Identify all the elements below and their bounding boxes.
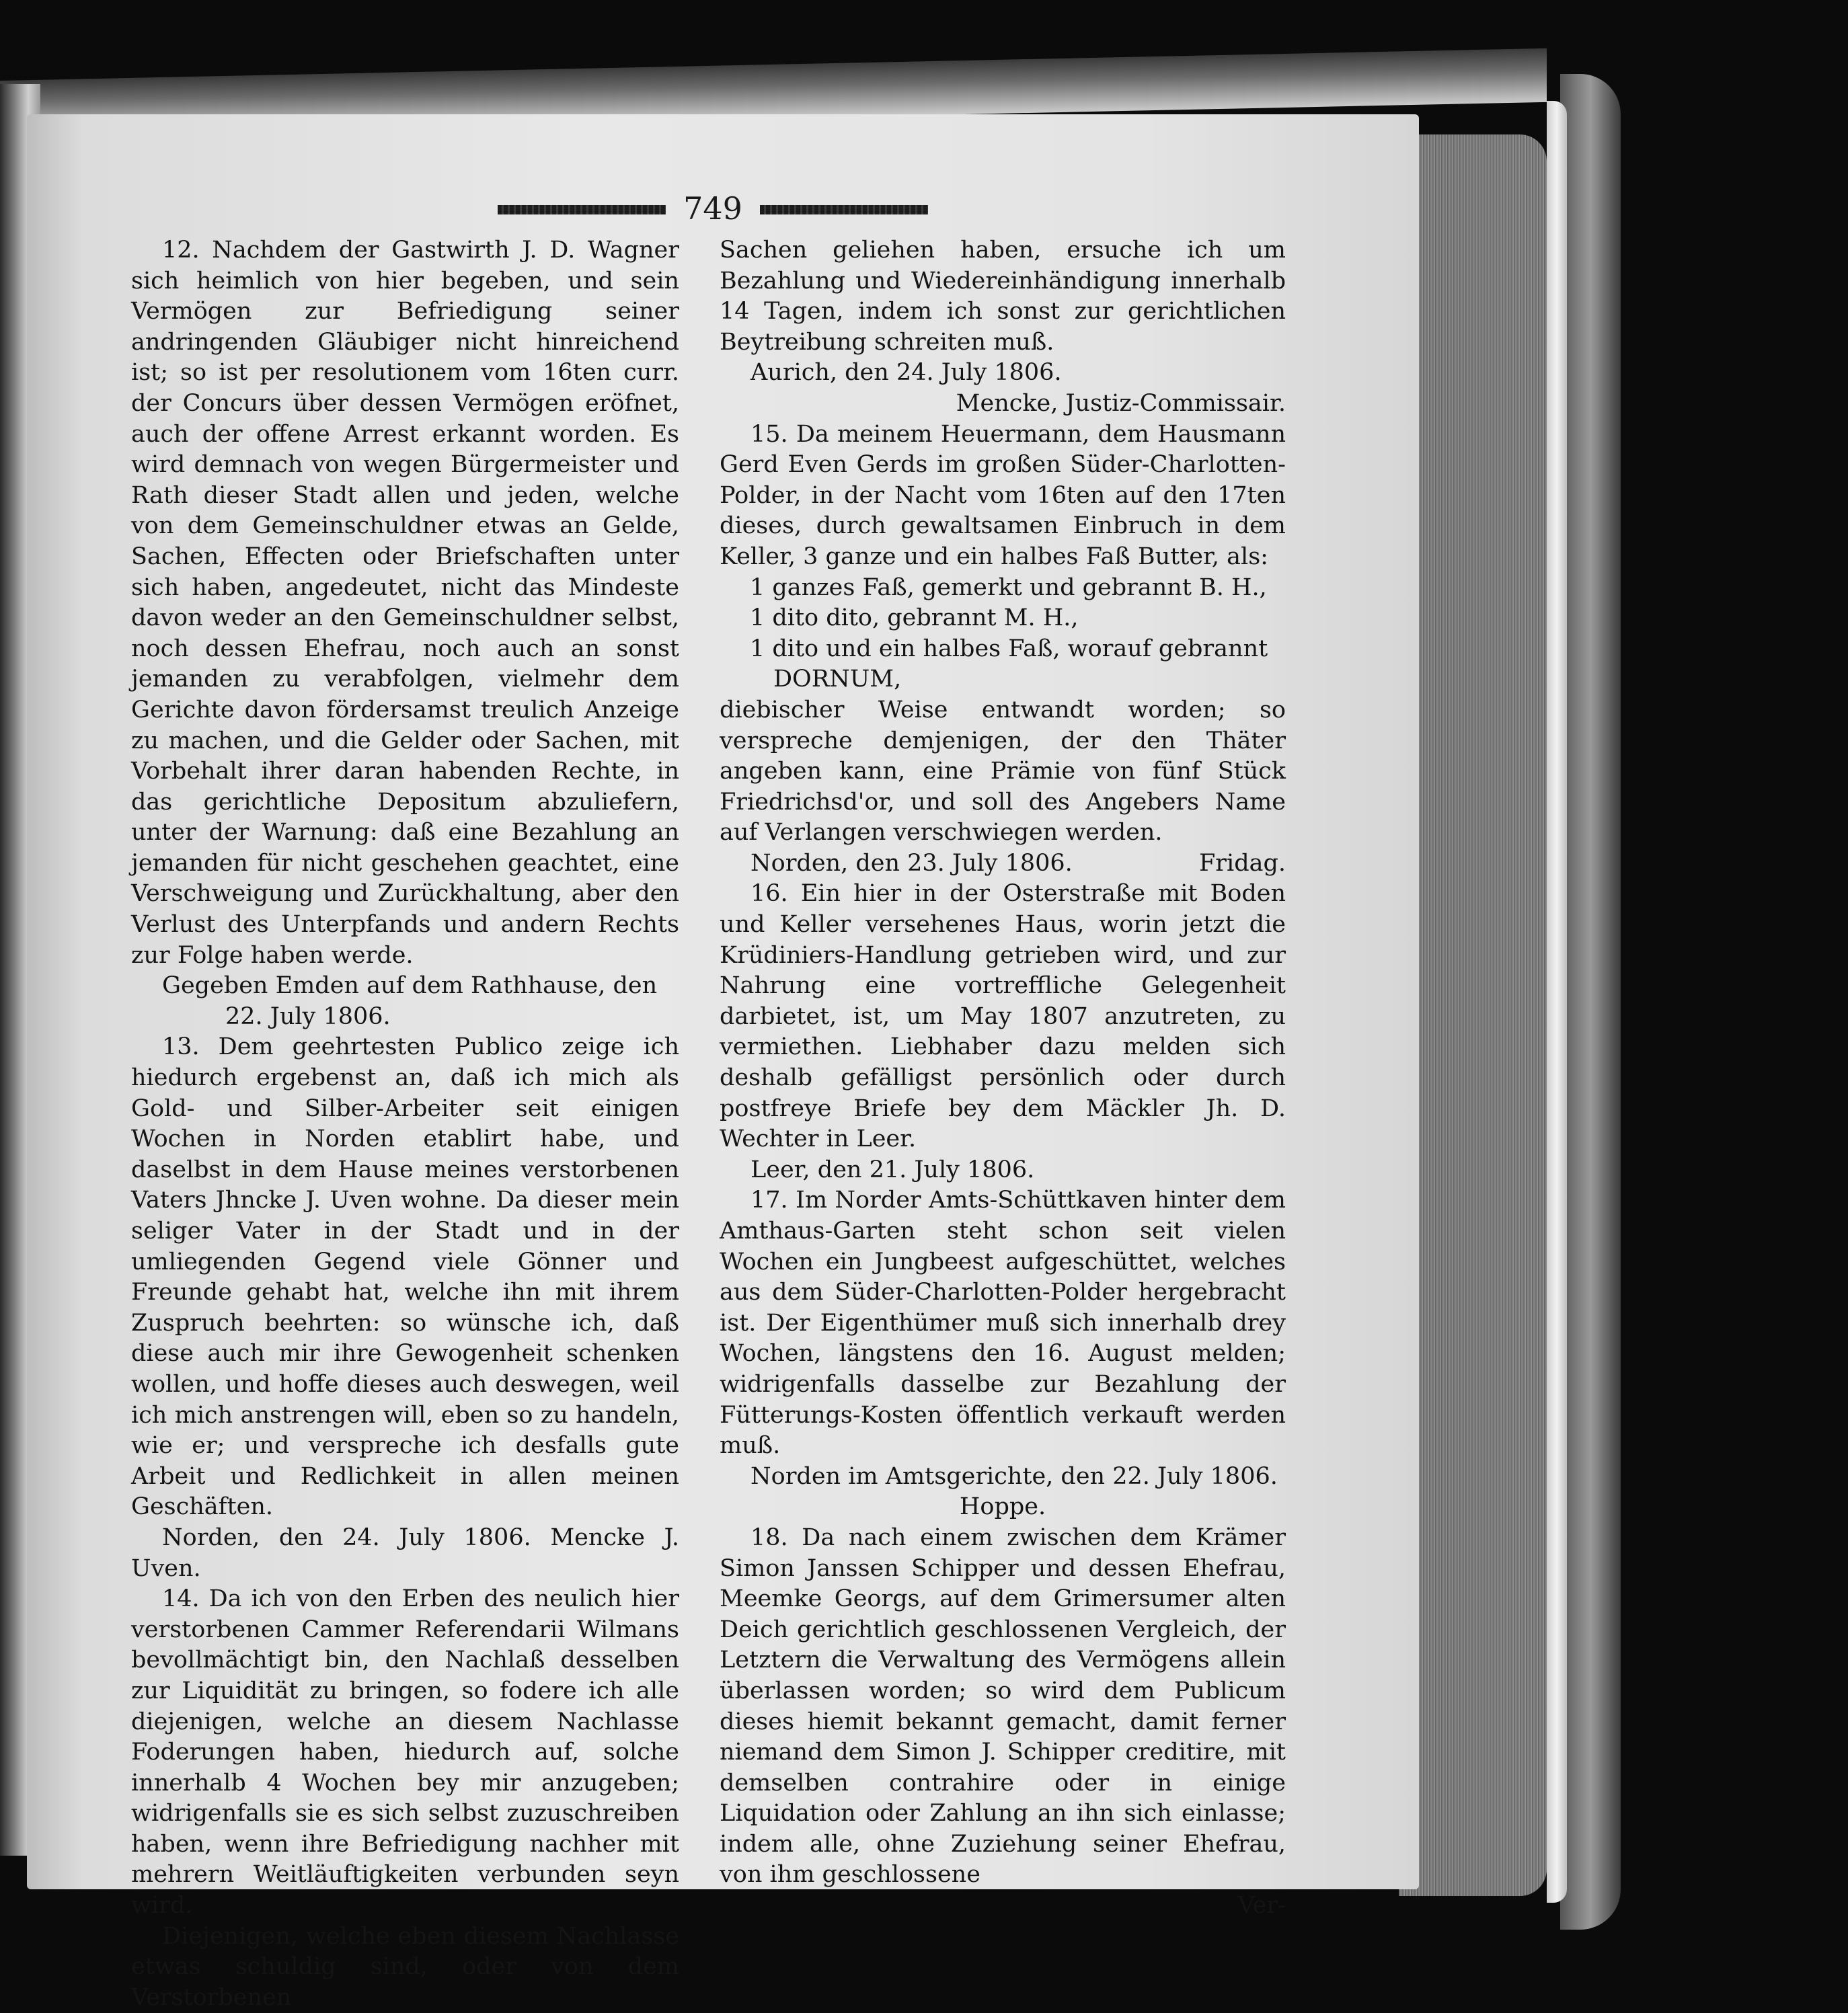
notice-15-item-3b: DORNUM,	[773, 666, 902, 693]
notice-16-date: Leer, den 21. July 1806.	[750, 1156, 1035, 1183]
notice-15: 15. Da meinem Heuermann, dem Hausmann Gerd Even Gerds im großen Süder-Charlotten-Polder, in der Nacht vom 16ten auf den 17ten dieses, durch gewaltsamen Einbruch in dem Keller, 3 ganze und ein halbes Faß Butter, als:	[720, 420, 1286, 570]
notice-14-date: Aurich, den 24. July 1806.	[750, 359, 1062, 387]
notice-17-signature: Hoppe.	[959, 1493, 1046, 1521]
notice-17: 17. Im Norder Amts-Schüttkaven hinter dem Amthaus-Garten steht schon seit vielen Wochen ein Jungbeest aufgeschüttet, welches aus dem Süder-Charlotten-Polder hergebracht ist. Der Eigenthümer muß sich innerhalb drey Wochen, längstens den 16. August melden; widrigenfalls dasselbe zur Bezahlung der Fütterungs-Kosten öffentlich verkauft werden muß.	[720, 1187, 1286, 1460]
left-column	[131, 235, 679, 2013]
notice-14: 14. Da ich von den Erben des neulich hier verstorbenen Cammer Referendarii Wilmans bevollmächtigt bin, den Nachlaß desselben zur Liquidität zu bringen, so fodere ich alle diejenigen, welche an diesem Nachlasse Foderungen haben, hiedurch auf, solche innerhalb 4 Wochen bey mir anzugeben; widrigenfalls sie es sich selbst zuzuschreiben haben, wenn ihre Befriedigung nachher mit mehrern Weitläuftigkeiten verbunden seyn wird.	[131, 1585, 679, 1920]
book-back-board	[1560, 74, 1621, 1930]
page-number: 749	[683, 190, 742, 227]
notice-14-signature: Mencke, Justiz-Commissair.	[956, 389, 1286, 417]
notice-12-date: Gegeben Emden auf dem Rathhause, den	[162, 972, 658, 1000]
notice-15-item-2: 1 dito dito, gebrannt M. H.,	[750, 604, 1079, 632]
header-rule-left	[498, 205, 666, 214]
notice-15-date: Norden, den 23. July 1806.	[750, 849, 1073, 877]
notice-12: 12. Nachdem der Gastwirth J. D. Wagner sich heimlich von hier begeben, und sein Vermögen zur Befriedigung seiner andringenden Gläubiger nicht hinreichend ist; so ist per resolutionem vom 16ten curr. der Concurs über dessen Vermögen eröfnet, auch der offene Arrest erkannt worden. Es wird demnach von wegen Bürgermeister und Rath dieser Stadt allen und jeden, welche von dem Gemeinschuldner etwas an Gelde, Sachen, Effecten oder Briefschaften unter sich haben, angedeutet, nicht das Mindeste davon weder an den Gemeinschuldner selbst, noch dessen Ehefrau, noch auch an sonst jemanden zu verabfolgen, vielmehr dem Gerichte davon fördersamst treulich Anzeige zu machen, und die Gelder oder Sachen, mit Vorbehalt ihrer daran habenden Rechte, in das gerichtliche Depositum abzuliefern, unter der Warnung: daß eine Bezahlung an jemanden für nicht geschehen geachtet, eine Verschweigung und Zurückhaltung, aber den Verlust des Unterpfands und andern Rechts zur Folge haben werde.	[131, 237, 679, 969]
page-header	[498, 190, 928, 231]
notice-16: 16. Ein hier in der Osterstraße mit Boden und Keller versehenes Haus, worin jetzt die Krüdiniers-Handlung getrieben wird, und zur Nahrung eine vortreffliche Gelegenheit darbietet, ist, um May 1807 anzutreten, zu vermiethen. Liebhaber dazu melden sich deshalb gefälligst persönlich oder durch postfreye Briefe bey dem Mäckler Jh. D. Wechter in Leer.	[720, 880, 1286, 1153]
notice-14-end: Sachen geliehen haben, ersuche ich um Bezahlung und Wiedereinhändigung innerhalb 14 Tagen, indem ich sonst zur gerichtlichen Beytreibung schreiten muß.	[720, 237, 1286, 356]
notice-13-date: Norden, den 24. July 1806. Mencke J. Uven.	[131, 1524, 679, 1582]
catchword: Ver-	[1237, 1892, 1286, 1920]
right-column	[720, 235, 1286, 1922]
notice-13: 13. Dem geehrtesten Publico zeige ich hiedurch ergebenst an, daß ich mich als Gold- und Silber-Arbeiter seit einigen Wochen in Norden etablirt habe, und daselbst in dem Hause meines verstorbenen Vaters Jhncke J. Uven wohne. Da dieser mein seliger Vater in der Stadt und in der umliegenden Gegend viele Gönner und Freunde gehabt hat, welche ihn mit ihrem Zuspruch beehrten: so wünsche ich, daß diese auch mir ihre Gewogenheit schenken wollen, und hoffe dieses auch deswegen, weil ich mich anstrengen will, eben so zu handeln, wie er; und verspreche ich desfalls gute Arbeit und Redlichkeit in allen meinen Geschäften.	[131, 1033, 679, 1521]
notice-15-dateline	[720, 848, 1286, 879]
notice-12-date-2: 22. July 1806.	[225, 1002, 391, 1030]
notice-18: 18. Da nach einem zwischen dem Krämer Simon Janssen Schipper und dessen Ehefrau, Meemke Georgs, auf dem Grimersumer alten Deich gerichtlich geschlossenen Vergleich, der Letztern die Verwaltung des Vermögens allein überlassen worden; so wird dem Publicum dieses hiemit bekannt gemacht, damit ferner niemand dem Simon J. Schipper creditire, mit demselben contrahire oder in einige Liquidation oder Zahlung an ihn sich einlasse; indem alle, ohne Zuziehung seiner Ehefrau, von ihm geschlossene	[720, 1524, 1286, 1889]
notice-15-continued: diebischer Weise entwandt worden; so verspreche demjenigen, der den Thäter angeben kann, eine Prämie von fünf Stück Friedrichsd'or, und soll des Angebers Name auf Verlangen verschwiegen werden.	[720, 696, 1286, 846]
notice-15-signature: Fridag.	[1198, 849, 1286, 877]
page-block-edge	[1547, 101, 1567, 1903]
notice-14-continued: Diejenigen, welche eben diesem Nachlasse etwas schuldig sind, oder von dem Verstorbenen	[131, 1922, 679, 2011]
fore-edge	[1399, 134, 1547, 1896]
header-rule-right	[760, 205, 928, 214]
notice-17-date: Norden im Amtsgerichte, den 22. July 1806.	[750, 1462, 1278, 1490]
notice-15-item-1: 1 ganzes Faß, gemerkt und gebrannt B. H.,	[750, 574, 1267, 601]
notice-15-item-3: 1 dito und ein halbes Faß, worauf gebrannt	[750, 635, 1268, 662]
